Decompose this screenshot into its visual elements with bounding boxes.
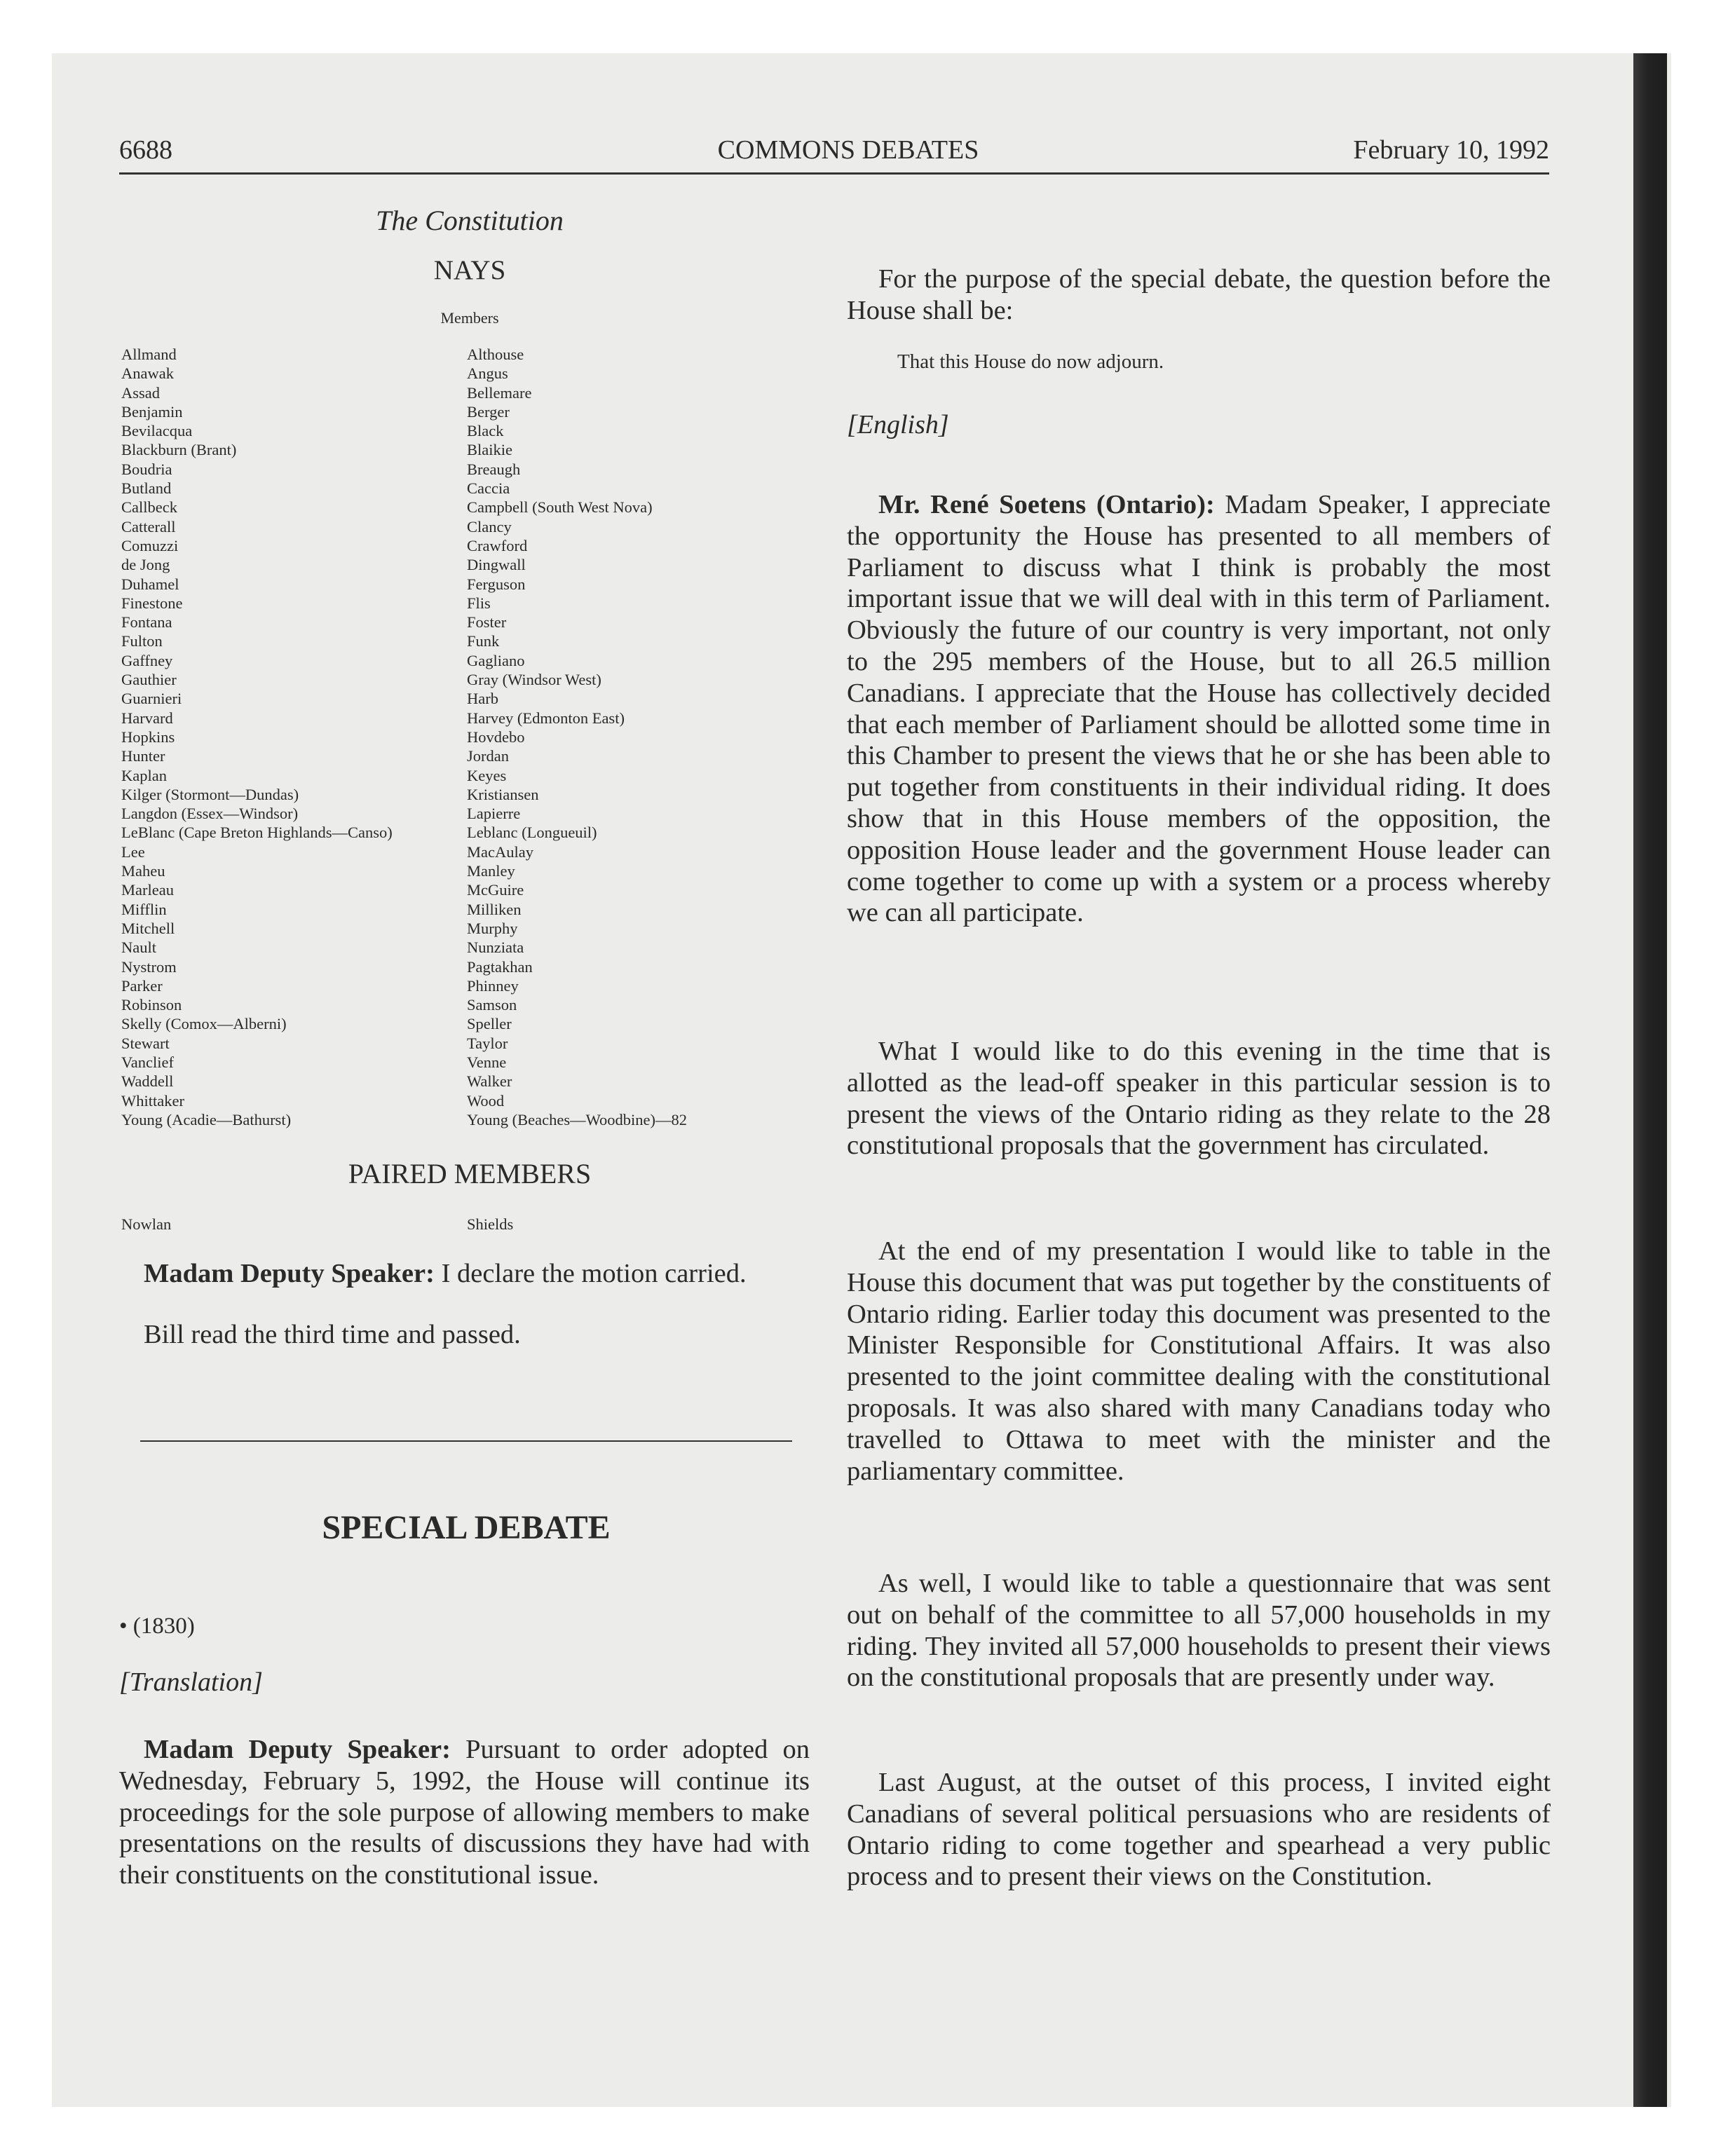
soetens-paragraph-4: As well, I would like to table a questionnaire that was sent out on behalf of the committee to all 57,000 households in my riding. They invited all 57,000 households to present their views on the constitutional proposals that are presently under way. bbox=[847, 1569, 1551, 1693]
member-name: Benjamin bbox=[121, 402, 183, 421]
member-name: Milliken bbox=[467, 900, 522, 918]
member-name: Assad bbox=[121, 383, 160, 402]
member-name: McGuire bbox=[467, 881, 524, 899]
member-name: Maheu bbox=[121, 862, 165, 880]
paired-members-heading: PAIRED MEMBERS bbox=[348, 1158, 592, 1189]
member-name: Campbell (South West Nova) bbox=[467, 498, 653, 517]
member-name: Wood bbox=[467, 1091, 505, 1110]
member-name: Marleau bbox=[121, 881, 174, 899]
member-name: Harb bbox=[467, 690, 498, 708]
member-name: Allmand bbox=[121, 346, 177, 363]
member-name: Pagtakhan bbox=[467, 957, 533, 976]
member-name: Finestone bbox=[121, 594, 183, 612]
nays-list-left bbox=[121, 345, 393, 1129]
header-date: February 10, 1992 bbox=[1353, 135, 1549, 165]
speaker-name: Mr. René Soetens (Ontario): bbox=[878, 490, 1215, 519]
member-name: Leblanc (Longueuil) bbox=[467, 824, 597, 842]
member-name: Samson bbox=[467, 996, 517, 1014]
member-name: Fontana bbox=[121, 613, 172, 632]
member-name: Nystrom bbox=[121, 957, 177, 976]
member-name: Parker bbox=[121, 976, 163, 995]
member-name: Speller bbox=[467, 1015, 512, 1033]
member-name: Catterall bbox=[121, 517, 176, 535]
member-name: Blackburn (Brant) bbox=[121, 441, 237, 459]
member-name: Robinson bbox=[121, 996, 182, 1014]
member-name: Hunter bbox=[121, 747, 165, 765]
member-name: Bevilacqua bbox=[121, 422, 193, 440]
soetens-paragraph-3: At the end of my presentation I would like to table in the House this document that was put together by the constituents of Ontario riding. Earlier today this document was presented to the Minister Responsible for Constitutional Affairs. It was also presented to the joint committee dealing with the constitutional proposals. It was also shared with many Canadians today who travelled to Ottawa to meet with the minister and the parliamentary committee. bbox=[847, 1236, 1551, 1486]
member-name: Stewart bbox=[121, 1034, 170, 1052]
section-rule bbox=[140, 1440, 792, 1442]
header-rule bbox=[119, 172, 1549, 175]
publication-title: COMMONS DEBATES bbox=[717, 135, 979, 165]
member-name: Jordan bbox=[467, 747, 509, 765]
member-name: Mifflin bbox=[121, 900, 167, 918]
nays-list-right bbox=[467, 345, 687, 1129]
member-name: Manley bbox=[467, 862, 515, 880]
member-name: Harvey (Edmonton East) bbox=[467, 709, 625, 727]
member-name: Whittaker bbox=[121, 1091, 184, 1110]
member-name: Althouse bbox=[467, 346, 524, 363]
member-name: Gauthier bbox=[121, 671, 177, 689]
member-name: Mitchell bbox=[121, 919, 175, 937]
member-name: Ferguson bbox=[467, 575, 526, 593]
member-name: Hovdebo bbox=[467, 728, 525, 746]
page-number: 6688 bbox=[119, 135, 172, 165]
member-name: Venne bbox=[467, 1053, 507, 1071]
member-name: Breaugh bbox=[467, 460, 521, 478]
special-debate-heading: SPECIAL DEBATE bbox=[322, 1509, 611, 1546]
member-name: Gaffney bbox=[121, 651, 173, 669]
motion-carried-text: I declare the motion carried. bbox=[434, 1259, 747, 1288]
member-name: Fulton bbox=[121, 632, 163, 650]
question-intro: For the purpose of the special debate, the question before the House shall be: bbox=[847, 264, 1551, 325]
soetens-paragraph-2: What I would like to do this evening in the time that is allotted as the lead-off speaker in this particular session is to present the views of the Ontario riding as they relate to the 28 constitutional proposals that the government has circulated. bbox=[847, 1037, 1551, 1161]
member-name: Crawford bbox=[467, 536, 528, 554]
member-name: Butland bbox=[121, 479, 172, 498]
member-name: Gray (Windsor West) bbox=[467, 671, 601, 689]
paired-left-name: Nowlan bbox=[121, 1215, 172, 1233]
member-name: MacAulay bbox=[467, 842, 533, 861]
motion-carried-line bbox=[144, 1258, 747, 1289]
member-name: LeBlanc (Cape Breton Highlands—Canso) bbox=[121, 824, 393, 842]
member-name: Skelly (Comox—Alberni) bbox=[121, 1015, 287, 1033]
soetens-paragraph-1 bbox=[847, 489, 1551, 929]
member-name: Walker bbox=[467, 1072, 512, 1091]
member-name: Langdon (Essex—Windsor) bbox=[121, 805, 299, 823]
member-name: de Jong bbox=[121, 556, 170, 574]
speaker-name: Madam Deputy Speaker: bbox=[144, 1735, 451, 1764]
member-name: Harvard bbox=[121, 709, 173, 727]
paired-right-name: Shields bbox=[467, 1215, 514, 1233]
member-name: Dingwall bbox=[467, 556, 526, 574]
member-name: Hopkins bbox=[121, 728, 175, 746]
member-name: Clancy bbox=[467, 517, 512, 535]
member-name: Vanclief bbox=[121, 1053, 174, 1071]
member-name: Blaikie bbox=[467, 441, 512, 459]
members-subheading: Members bbox=[440, 309, 499, 327]
scan-edge-shadow bbox=[1633, 53, 1667, 2107]
member-name: Waddell bbox=[121, 1072, 174, 1091]
soetens-paragraph-5: Last August, at the outset of this process, I invited eight Canadians of several political persuasions who are residents of Ontario riding to come together and spearhead a very public process and to present their views on the Constitution. bbox=[847, 1768, 1551, 1892]
member-name: Kaplan bbox=[121, 766, 167, 784]
speaker-name: Madam Deputy Speaker: bbox=[144, 1259, 435, 1288]
member-name: Nault bbox=[121, 939, 156, 957]
member-name: Callbeck bbox=[121, 498, 177, 517]
member-name: Comuzzi bbox=[121, 536, 179, 554]
member-name: Caccia bbox=[467, 479, 510, 498]
statement-text: Pursuant to order adopted on Wednesday, February 5, 1992, the House will continue its proceedings for the sole purpose of allowing members to make presentations on the results of discussions they have had with their constituents on the constitutional issue. bbox=[119, 1735, 810, 1890]
translation-label: [Translation] bbox=[119, 1667, 263, 1697]
member-name: Black bbox=[467, 422, 504, 440]
member-name: Berger bbox=[467, 402, 510, 421]
member-name: Phinney bbox=[467, 976, 519, 995]
member-name: Gagliano bbox=[467, 651, 525, 669]
speaker-statement bbox=[119, 1734, 810, 1891]
member-name: Nunziata bbox=[467, 939, 524, 957]
member-name: Lapierre bbox=[467, 805, 521, 823]
vote-subject: The Constitution bbox=[376, 205, 564, 236]
member-name: Flis bbox=[467, 594, 491, 612]
member-name: Keyes bbox=[467, 766, 507, 784]
bill-passed-line: Bill read the third time and passed. bbox=[144, 1320, 521, 1349]
member-name: Funk bbox=[467, 632, 500, 650]
member-name: Kristiansen bbox=[467, 785, 539, 803]
member-name: Young (Beaches—Woodbine)—82 bbox=[467, 1110, 687, 1128]
nays-heading: NAYS bbox=[433, 255, 506, 285]
member-name: Lee bbox=[121, 842, 145, 861]
member-name: Kilger (Stormont—Dundas) bbox=[121, 785, 299, 803]
member-name: Guarnieri bbox=[121, 690, 182, 708]
paragraph-text: Madam Speaker, I appreciate the opportunity the House has presented to all members of Parliament to discuss what I think is probably the most important issue that we will deal with in this term of Parliament. Obviously the future of our country is very important, not only to the 295 members of the House, but to all 26.5 million Canadians. I appreciate that the House has collectively decided that each member of Parliament should be allotted some time in this Chamber to present the views that he or she has been able to put together from constituents in their individual riding. It does show that in this House members of the opposition, the opposition House leader and the government House leader can come together to come up with a system or a process whereby we can all participate. bbox=[847, 490, 1551, 928]
member-name: Duhamel bbox=[121, 575, 179, 593]
member-name: Taylor bbox=[467, 1034, 508, 1052]
member-name: Angus bbox=[467, 364, 508, 383]
member-name: Anawak bbox=[121, 364, 174, 383]
member-name: Foster bbox=[467, 613, 507, 632]
member-name: Young (Acadie—Bathurst) bbox=[121, 1110, 292, 1128]
member-name: Bellemare bbox=[467, 383, 532, 402]
time-marker: • (1830) bbox=[119, 1613, 195, 1639]
question-text: That this House do now adjourn. bbox=[897, 350, 1164, 373]
member-name: Murphy bbox=[467, 919, 518, 937]
english-label: [English] bbox=[847, 410, 949, 439]
member-name: Boudria bbox=[121, 460, 172, 478]
